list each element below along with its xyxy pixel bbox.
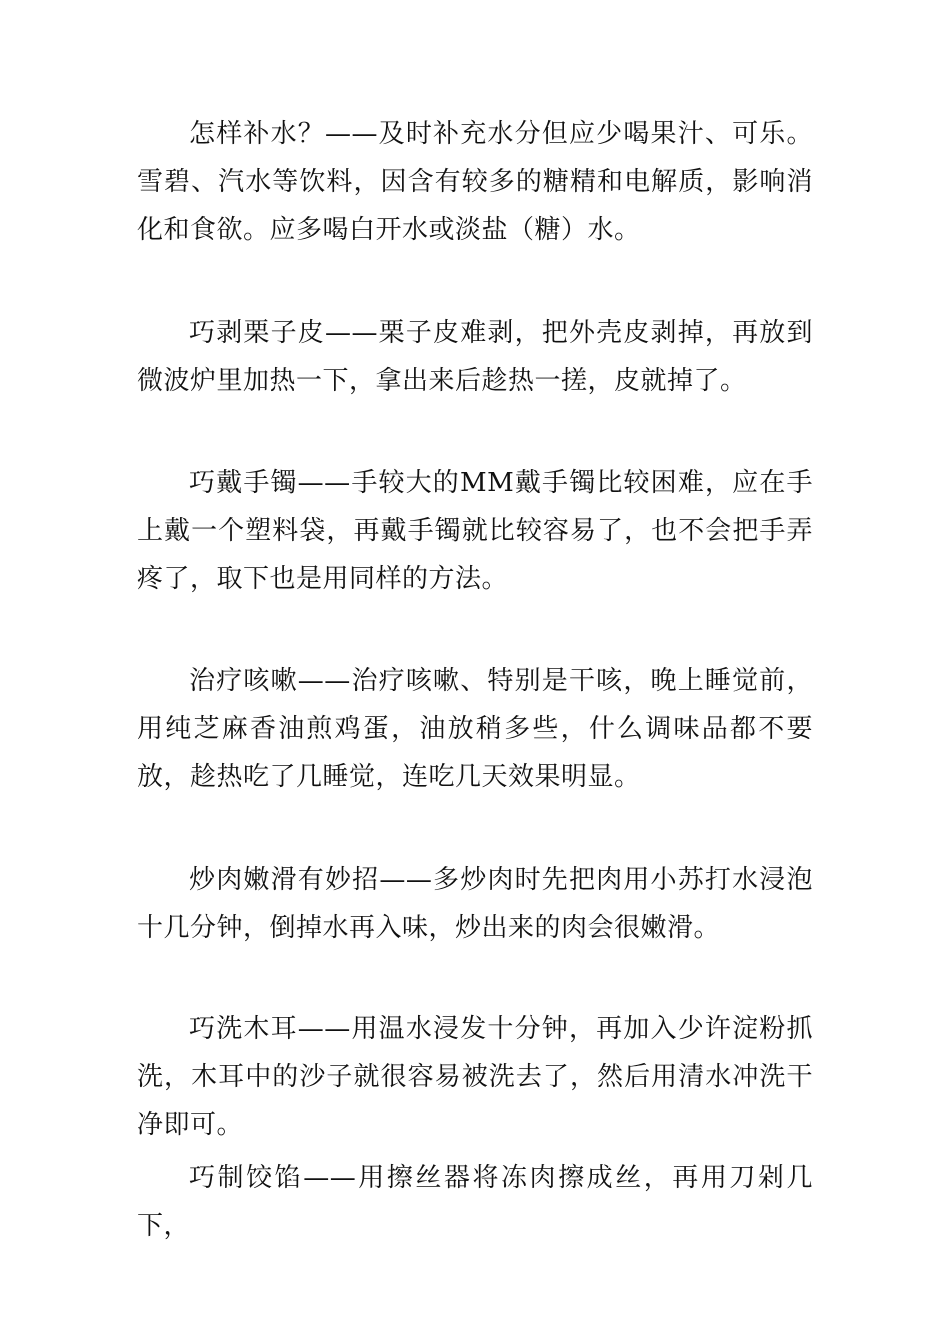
paragraph-dumpling-filling: 巧制饺馅——用擦丝器将冻肉擦成丝，再用刀剁几下， [137, 1163, 813, 1241]
paragraph-chestnut-peeling: 巧剥栗子皮——栗子皮难剥，把外壳皮剥掉，再放到微波炉里加热一下，拿出来后趁热一搓，皮就掉了。 [137, 318, 813, 396]
paragraph-wash-fungus: 巧洗木耳——用温水浸发十分钟，再加入少许淀粉抓洗，木耳中的沙子就很容易被洗去了，然后用清水冲洗干净即可。 [137, 1014, 813, 1140]
paragraph-tender-meat: 炒肉嫩滑有妙招——多炒肉时先把肉用小苏打水浸泡十几分钟，倒掉水再入味，炒出来的肉会很嫩滑。 [137, 865, 813, 943]
paragraph-cough-remedy: 治疗咳嗽——治疗咳嗽、特别是干咳，晚上睡觉前，用纯芝麻香油煎鸡蛋，油放稍多些，什么调味品都不要放，趁热吃了几睡觉，连吃几天效果明显。 [137, 666, 813, 792]
paragraph-bracelet: 巧戴手镯——手较大的MM戴手镯比较困难，应在手上戴一个塑料袋，再戴手镯就比较容易了，也不会把手弄疼了，取下也是用同样的方法。 [137, 468, 813, 594]
paragraph-rehydration: 怎样补水？——及时补充水分但应少喝果汁、可乐。雪碧、汽水等饮料，因含有较多的糖精和电解质，影响消化和食欲。应多喝白开水或淡盐（糖）水。 [137, 119, 813, 245]
